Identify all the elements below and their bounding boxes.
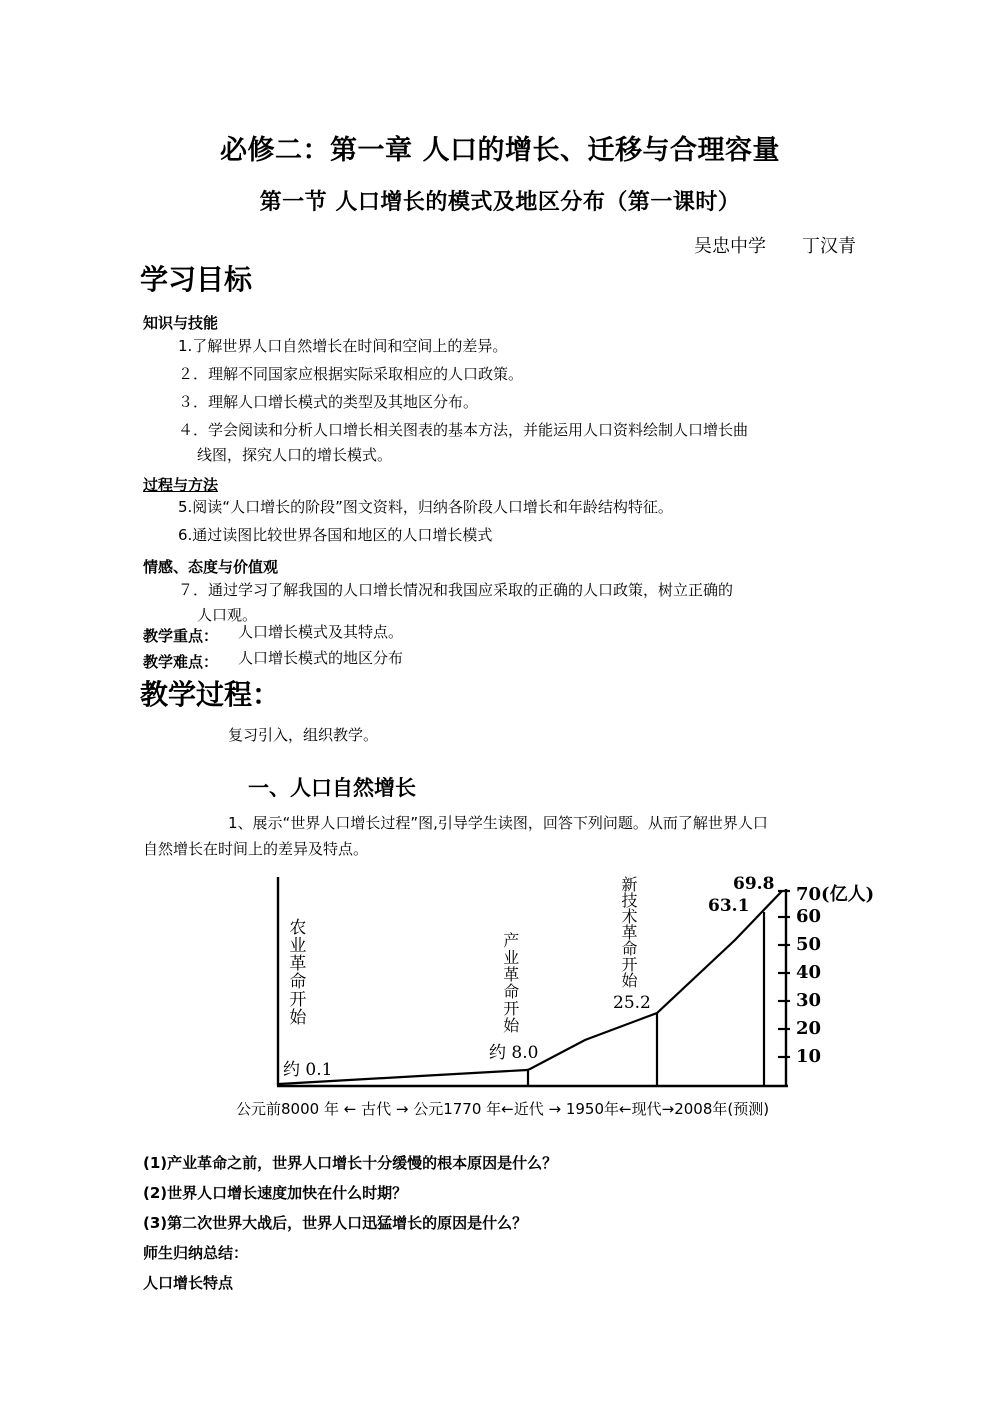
difficulty-label: 教学难点： <box>143 653 219 671</box>
chart-ytick-10: 10 <box>796 1046 822 1067</box>
chart-x-axis-caption <box>236 1098 916 1119</box>
objective-item: 6.通过读图比较世界各国和地区的人口增长模式 <box>178 526 493 544</box>
chart-ytick-30: 30 <box>796 990 822 1011</box>
chart-xlabel-1950: 1950年 <box>565 1100 620 1118</box>
objectives-group2-heading: 过程与方法 <box>143 476 219 494</box>
chart-y-ticks <box>778 891 790 1057</box>
chart-era-contemporary: 现代 <box>631 1100 662 1118</box>
objective-item: ２．理解不同国家应根据实际采取相应的人口政策。 <box>178 365 524 383</box>
arrow-left-icon: ← <box>338 1100 362 1118</box>
arrow-right-icon: → <box>543 1100 566 1118</box>
objectives-group1-heading: 知识与技能 <box>143 314 219 332</box>
byline: 吴忠中学 丁汉青 <box>694 236 856 257</box>
arrow-left-icon: ← <box>501 1100 514 1118</box>
summary-label: 师生归纳总结： <box>143 1244 249 1262</box>
objective-item-cont: 人口观。 <box>197 606 258 624</box>
chart-xlabel-2008: 2008年(预测) <box>674 1100 770 1118</box>
objective-item: ３．理解人口增长模式的类型及其地区分布。 <box>178 393 479 411</box>
process-paragraph-line1: 1、展示“世界人口增长过程”图,引导学生读图，回答下列问题。从而了解世界人口 <box>228 814 768 832</box>
key-point-text: 人口增长模式及其特点。 <box>238 623 404 641</box>
chart-ytick-50: 50 <box>796 934 822 955</box>
arrow-left-icon: ← <box>619 1100 632 1118</box>
chart-annotation-new-tech-revolution: 新技术革命开始 <box>619 876 638 988</box>
chart-ytick-40: 40 <box>796 962 822 983</box>
arrow-right-icon: → <box>391 1100 414 1118</box>
chart-annotation-industrial-revolution: 产业革命开始 <box>500 932 520 1034</box>
page-subtitle: 第一节 人口增长的模式及地区分布（第一课时） <box>259 190 741 215</box>
chart-ytick-60: 60 <box>796 906 822 927</box>
question-item: (3)第二次世界大战后，世界人口迅猛增长的原因是什么？ <box>143 1214 528 1232</box>
chart-ytick-70: 70(亿人) <box>796 884 875 905</box>
objective-item-cont: 线图，探究人口的增长模式。 <box>197 446 393 464</box>
objective-item: 5.阅读“人口增长的阶段”图文资料，归纳各阶段人口增长和年龄结构特征。 <box>178 498 673 516</box>
objective-item: ７．通过学习了解我国的人口增长情况和我国应采取的正确的人口政策，树立正确的 <box>178 581 734 599</box>
chart-label-63-1: 63.1 <box>708 896 750 916</box>
process-intro: 复习引入，组织教学。 <box>228 726 379 744</box>
chart-ytick-20: 20 <box>796 1018 822 1039</box>
chart-xlabel-8000bc: 公元前8000 年 <box>236 1100 339 1118</box>
summary-item: 人口增长特点 <box>143 1274 234 1292</box>
chart-era-ancient: 古代 <box>361 1100 392 1118</box>
question-item: (2)世界人口增长速度加快在什么时期？ <box>143 1184 408 1202</box>
chart-annotation-agricultural-revolution: 农业革命开始 <box>285 918 306 1026</box>
objective-item: ４．学会阅读和分析人口增长相关图表的基本方法，并能运用人口资料绘制人口增长曲 <box>178 421 749 439</box>
chart-label-8-0: 约 8.0 <box>489 1043 539 1063</box>
chart-label-69-8: 69.8 <box>733 874 775 894</box>
unit-heading: 一、人口自然增长 <box>248 776 416 800</box>
process-paragraph-line2: 自然增长在时间上的差异及特点。 <box>143 840 369 858</box>
arrow-right-icon: → <box>661 1100 675 1118</box>
objectives-group3-heading: 情感、态度与价值观 <box>143 558 279 576</box>
chart-label-25-2: 25.2 <box>613 993 651 1013</box>
page-title: 必修二：第一章 人口的增长、迁移与合理容量 <box>220 135 780 166</box>
section-heading-objectives: 学习目标 <box>140 263 253 296</box>
question-item: (1)产业革命之前，世界人口增长十分缓慢的根本原因是什么？ <box>143 1154 558 1172</box>
difficulty-text: 人口增长模式的地区分布 <box>238 649 404 667</box>
key-point-label: 教学重点： <box>143 627 219 645</box>
section-heading-process: 教学过程： <box>140 678 281 711</box>
chart-label-0-1: 约 0.1 <box>283 1060 333 1080</box>
chart-xlabel-1770: 公元1770 年 <box>413 1100 502 1118</box>
objective-item: 1.了解世界人口自然增长在时间和空间上的差异。 <box>178 337 508 355</box>
chart-era-modern: 近代 <box>513 1100 544 1118</box>
